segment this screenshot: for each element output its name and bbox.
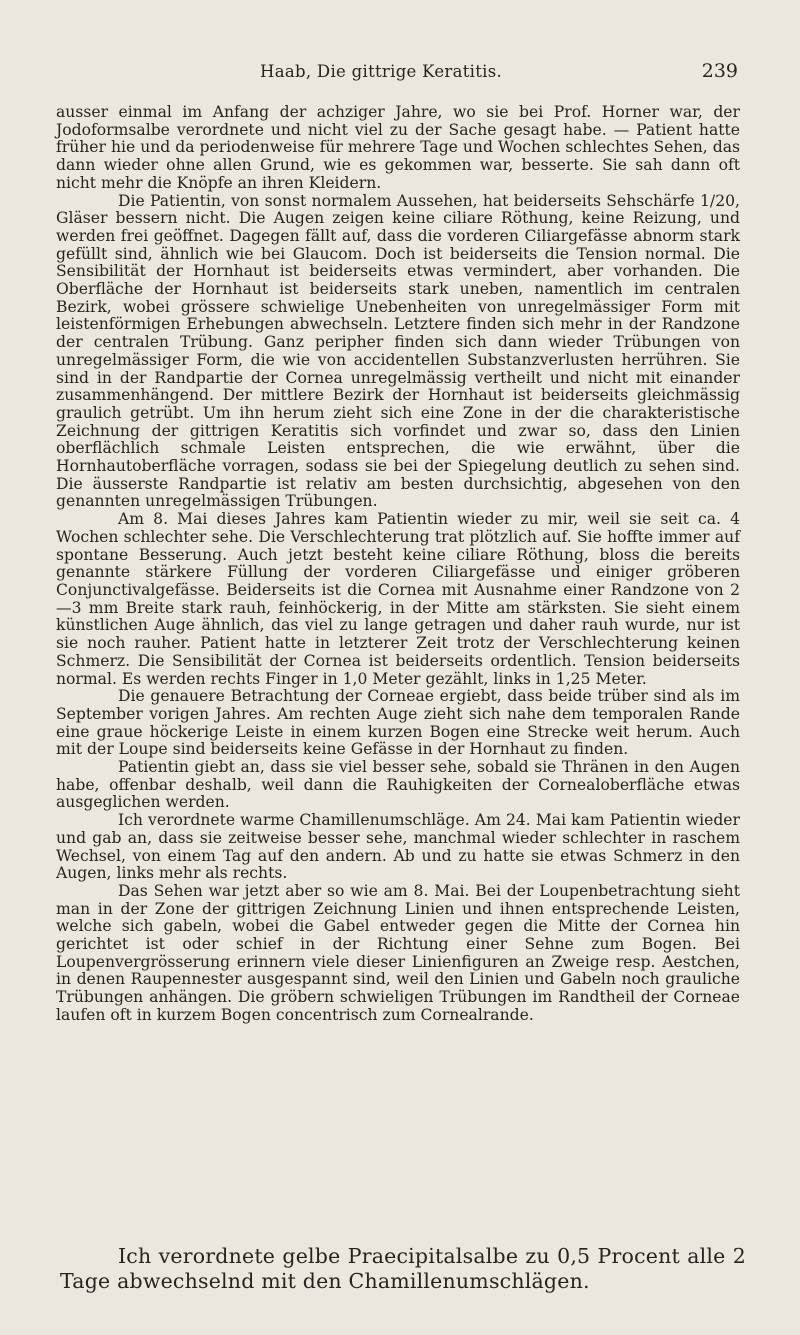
body-text [56,104,740,1025]
paragraph-3: Am 8. Mai dieses Jahres kam Patientin wieder zu mir, weil sie seit ca. 4 Wochen schlechter sehe. Die Verschlechterung trat plötzlich auf. Sie hoffte immer auf spontane Besserung. Auch jetzt besteht keine ciliare Röthung, bloss die bereits genannte stärkere Füllung der vorderen Ciliargefässe und einiger gröberen Conjunctivalgefässe. Beiderseits ist die Cornea mit Ausnahme einer Randzone von 2—3 mm Breite stark rauh, feinhöckerig, in der Mitte am stärksten. Sie sieht einem künstlichen Auge ähnlich, das viel zu lange getragen und daher rauh wurde, nur ist sie noch rauher. Patient hatte in letzterer Zeit trotz der Verschlechterung keinen Schmerz. Die Sensibilität der Cornea ist beiderseits ordentlich. Tension beiderseits normal. Es werden rechts Finger in 1,0 Meter gezählt, links in 1,25 Meter. [56,510,740,688]
page-header [56,62,740,88]
paragraph-5: Patientin giebt an, dass sie viel besser sehe, sobald sie Thränen in den Augen habe, offenbar deshalb, weil dann die Rauhigkeiten der Cornealoberfläche etwas ausgeglichen werden. [56,758,740,812]
footer-note [60,1244,746,1294]
paragraph-7: Das Sehen war jetzt aber so wie am 8. Mai. Bei der Loupenbetrachtung sieht man in der Zone der gittrigen Zeichnung Linien und ihnen entsprechende Leisten, welche sich gabeln, wobei die Gabel entweder gegen die Mitte der Cornea hin gerichtet ist oder schief in der Richtung einer Sehne zum Bogen. Bei Loupenvergrösserung erinnern viele dieser Linienfiguren an Zweige resp. Aestchen, in denen Raupennester ausgespannt sind, weil den Linien und Gabeln noch grauliche Trübungen anhängen. Die gröbern schwieligen Trübungen im Randtheil der Corneae laufen oft in kurzem Bogen concentrisch zum Cornealrande. [56,881,740,1024]
paragraph-1: ausser einmal im Anfang der achziger Jahre, wo sie bei Prof. Horner war, der Jodoformsalbe verordnete und nicht viel zu der Sache gesagt habe. — Patient hatte früher hie und da periodenweise für mehrere Tage und Wochen schlechtes Sehen, das dann wieder ohne allen Grund, wie es gekommen war, besserte. Sie sah dann oft nicht mehr die Knöpfe an ihren Kleidern. [56,103,740,192]
running-title: Haab, Die gittrige Keratitis. [260,62,503,81]
page-number: 239 [701,60,738,82]
paragraph-2: Die Patientin, von sonst normalem Aussehen, hat beiderseits Sehschärfe 1/20, Gläser bessern nicht. Die Augen zeigen keine ciliare Röthung, keine Reizung, und werden frei geöffnet. Dagegen fällt auf, dass die vorderen Ciliargefässe abnorm stark gefüllt sind, ähnlich wie bei Glaucom. Doch ist beiderseits die Tension normal. Die Sensibilität der Hornhaut ist beiderseits etwas vermindert, aber vorhanden. Die Oberfläche der Hornhaut ist beiderseits stark uneben, namentlich im centralen Bezirk, wobei grössere schwielige Unebenheiten von unregelmässiger Form mit leistenförmigen Erhebungen abwechseln. Letztere finden sich mehr in der Randzone der centralen Trübung. Ganz peripher finden sich dann wieder Trübungen von unregelmässiger Form, die wie von accidentellen Substanzverlusten herrühren. Sie sind in der Randpartie der Cornea unregelmässig vertheilt und nicht mit einander zusammenhängend. Der mittlere Bezirk der Hornhaut ist beiderseits gleichmässig graulich getrübt. Um ihn herum zieht sich eine Zone in der die charakteristische Zeichnung der gittrigen Keratitis sich vorfindet und zwar so, dass den Linien oberflächlich schmale Leisten entsprechen, die wie erwähnt, über die Hornhautoberfläche vorragen, sodass sie bei der Spiegelung deutlich zu sehen sind. Die äusserste Randpartie ist relativ am besten durchsichtig, abgesehen von den genannten unregelmässigen Trübungen. [56,191,740,511]
footer-note-text: Ich verordnete gelbe Praecipitalsalbe zu 0,5 Procent alle 2 Tage abwechselnd mit den Chamillenumschlägen. [60,1244,746,1293]
paragraph-4: Die genauere Betrachtung der Corneae ergiebt, dass beide trüber sind als im September vorigen Jahres. Am rechten Auge zieht sich nahe dem temporalen Rande eine graue höckerige Leiste in einem kurzen Bogen eine Strecke weit herum. Auch mit der Loupe sind beiderseits keine Gefässe in der Hornhaut zu finden. [56,687,740,759]
paragraph-6: Ich verordnete warme Chamillenumschläge. Am 24. Mai kam Patientin wieder und gab an, dass sie zeitweise besser sehe, manchmal wieder schlechter in raschem Wechsel, von einem Tag auf den andern. Ab und zu hatte sie etwas Schmerz in den Augen, links mehr als rechts. [56,811,740,883]
